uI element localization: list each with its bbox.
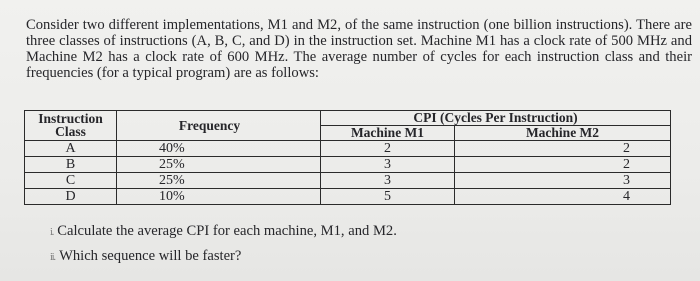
cell-class: B: [25, 157, 117, 173]
table-row: [25, 173, 671, 189]
cell-frequency: 10%: [117, 189, 321, 205]
question-1-marker: i.: [50, 227, 54, 238]
cell-class: A: [25, 141, 117, 157]
header-cpi: CPI (Cycles Per Instruction): [321, 111, 671, 126]
cell-cpi-m2: 2: [455, 141, 671, 157]
problem-statement: Consider two different implementations, M1 and M2, of the same instruction (one billion instructions). There are three classes of instructions (A, B, C, and D) in the instruction set. Machine M1 has a clock rate of 500 MHz and Machine M2 has a clock rate of 600 MHz. The average number of cycles for each instruction class and their frequencies (for a typical program) are as follows:: [26, 17, 692, 81]
question-1-text: Calculate the average CPI for each machine, M1, and M2.: [57, 223, 397, 239]
cell-frequency: 25%: [117, 173, 321, 189]
cell-cpi-m1: 3: [321, 157, 455, 173]
cell-cpi-m1: 3: [321, 173, 455, 189]
cell-frequency: 40%: [117, 141, 321, 157]
header-class-line2: Class: [55, 124, 86, 139]
cell-cpi-m1: 5: [321, 189, 455, 205]
cpi-table: [24, 110, 671, 205]
cell-cpi-m2: 2: [455, 157, 671, 173]
header-instruction-class: [25, 111, 117, 141]
question-2: [50, 248, 241, 265]
table-row: [25, 189, 671, 205]
question-2-text: Which sequence will be faster?: [59, 248, 242, 264]
cell-class: D: [25, 189, 117, 205]
table-row: [25, 141, 671, 157]
cell-frequency: 25%: [117, 157, 321, 173]
cell-cpi-m1: 2: [321, 141, 455, 157]
table-header-row: [25, 111, 671, 126]
table-row: [25, 157, 671, 173]
header-machine-m2: Machine M2: [455, 126, 671, 141]
header-machine-m1: Machine M1: [321, 126, 455, 141]
header-class-line1: Instruction: [38, 111, 103, 126]
cell-cpi-m2: 3: [455, 173, 671, 189]
cell-class: C: [25, 173, 117, 189]
header-frequency: Frequency: [117, 111, 321, 141]
question-2-marker: ii.: [50, 252, 56, 263]
question-1: [50, 223, 397, 240]
cell-cpi-m2: 4: [455, 189, 671, 205]
